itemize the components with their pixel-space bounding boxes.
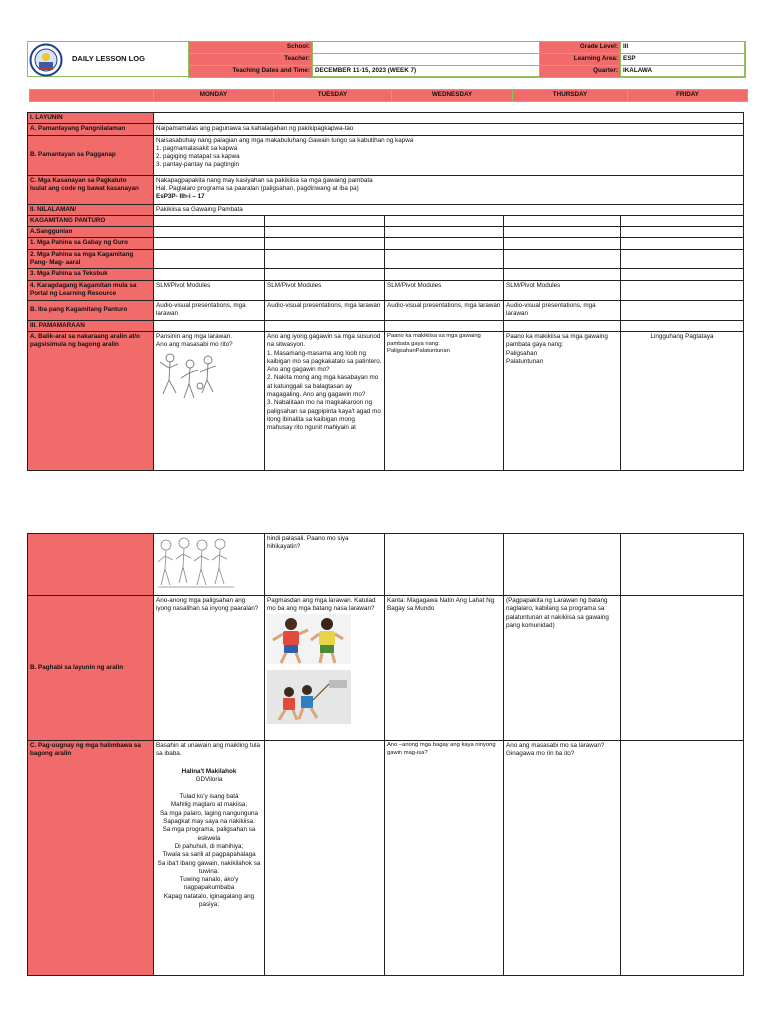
balik-aral-tuesday: Ano ang iyong gagawin sa mga susunod na sitwasyon. 1. Masamang-masama ang loob ng kaibigan mo sa pagkakatalo sa patintero. Ano ang gagawin mo? 2. Nakita mong ang mga kasabayan mo at katunggali sa balagtasan ay magagaling. Ano ang gagawin mo? 3. Nabalitaan mo na magkakaroon ng paligsahan sa pagpipinta kaya't agad mo itong ibinalita sa kaibigan mong mahusay rito ngunit mahiyain at <box>265 331 385 470</box>
grade-level-value: III <box>621 42 746 54</box>
pag-uugnay-thursday: Ano ang masasabi mo sa larawan? Ginagawa mo rin ba ito? <box>504 741 621 976</box>
continued-label-cell <box>28 534 154 596</box>
grade-level-label: Grade Level: <box>540 42 621 54</box>
karagdagang-monday: SLM/Pivot Modules <box>154 280 265 300</box>
cell-empty <box>265 215 385 226</box>
day-friday: FRIDAY <box>628 90 748 102</box>
pamantayan-pagganap-text: Naisasabuhay nang palagian ang mga makabuluhang Gawain tungo sa kabutihan ng kapwa 1. pagmamalasakit sa kapwa 2. pagiging matapat sa kapwa 3. pantay-pantay na pagtingin <box>154 135 744 175</box>
quarter-value: IKALAWA <box>621 66 746 78</box>
cell-empty <box>621 320 744 331</box>
karagdagang-kagamitan-label: 4. Karagdagang Kagamitan mula sa Portal ng Learning Resource <box>28 280 154 300</box>
pag-uugnay-wednesday: Ano –anong mga bagay ang kaya ninyong gawin mag-isa? <box>385 741 504 976</box>
paghahabi-wednesday: Kanta: Magagawa Natin Ang Lahat Ng Bagay sa Mundo <box>385 596 504 741</box>
cell-empty <box>621 238 744 249</box>
cell-empty <box>504 320 621 331</box>
cell-empty <box>621 249 744 269</box>
cell-empty <box>504 534 621 596</box>
cell-empty <box>621 269 744 280</box>
gabay-guro-label: 1. Mga Pahina sa Gabay ng Guro <box>28 238 154 249</box>
children-playing-sketch <box>156 350 220 410</box>
learning-area-label: Learning Area: <box>540 54 621 66</box>
day-header-row <box>29 89 748 102</box>
paghahabi-monday: Ano-anong mga paligsahan ang iyong nasalihan sa inyong paaralan? <box>154 596 265 741</box>
day-tuesday: TUESDAY <box>274 90 392 102</box>
iba-pang-friday <box>621 300 744 320</box>
iba-pang-tuesday: Audio-visual presentations, mga larawan <box>265 300 385 320</box>
balik-aral-monday <box>154 331 265 470</box>
children-group-sketch <box>156 535 236 593</box>
teksbuk-label: 3. Mga Pahina sa Teksbuk <box>28 269 154 280</box>
cell-empty <box>621 741 744 976</box>
iba-pang-monday: Audio-visual presentations, mga larawan <box>154 300 265 320</box>
poem-author: GDViloria <box>195 775 223 783</box>
cell-empty <box>154 238 265 249</box>
kagamitang-pang-mag-aaral-label: 2. Mga Pahina sa mga Kagamitang Pang- Mag- aaral <box>28 249 154 269</box>
cell-empty <box>154 269 265 280</box>
cell-empty <box>265 238 385 249</box>
cell-empty <box>504 269 621 280</box>
day-monday: MONDAY <box>154 90 274 102</box>
cell-empty <box>385 215 504 226</box>
balik-aral-monday-text: Pansinin ang mga larawan. Ano ang masasabi mo rito? <box>156 332 233 349</box>
teaching-dates-value: DECEMBER 11-15, 2023 (WEEK 7) <box>313 66 540 78</box>
kasanayan-code: EsP3P- IIh-i – 17 <box>156 193 205 201</box>
nilalaman-text: Pakikiisa sa Gawaing Pambata <box>154 204 744 215</box>
teacher-field[interactable] <box>313 54 540 66</box>
kasanayan-cell <box>154 175 744 204</box>
cell-empty <box>154 249 265 269</box>
karagdagang-thursday: SLM/Pivot Modules <box>504 280 621 300</box>
balik-aral-friday: Lingguhang Pagtataya <box>621 331 744 470</box>
pamantayang-pangnilalaman-label: A. Pamantayang Pangnilalaman <box>28 124 154 135</box>
kasanayan-text: Nakapagpapakita nang may kasiyahan sa pakikiisa sa mga gawaing pambata Hal. Paglalaro programa sa paaralan (paligsahan, pagdiriwang at iba pa) <box>156 176 373 192</box>
cell-empty <box>265 741 385 976</box>
cell-empty <box>621 227 744 238</box>
pag-uugnay-monday <box>154 741 265 976</box>
balik-aral-thursday: Paano ka makikiisa sa mga gawaing pambata gaya nang: Paligsahan Palatuntunan <box>504 331 621 470</box>
paghahabi-thursday: (Pagpapakita ng Larawan ng batang naglalaro, kabilang sa programa sa palatuntunan at nakikiisa sa gawaing pang komunidad) <box>504 596 621 741</box>
iba-pang-kagamitan-label: B. Iba pang Kagamitang Panturo <box>28 300 154 320</box>
cell-empty <box>621 596 744 741</box>
cell-empty <box>385 534 504 596</box>
cell-empty <box>154 320 265 331</box>
poem-body: Tulad ko'y isang batà Mahilig maglaro at makiisa; Sa mga palaro, laging nangunguna Sapagkat may saya na nakikiisa. Sa mga programa, paligsahan sa eskwela Di pahuhuli, di mahihiya; Tiwala sa sarili at pagpapahalaga Sa iba't ibang gawain, nakikilahok sa tuwina. Tuwing nanalo, ako'y nagpapakumbaba Kapag natatalo, iginagalang ang pasiya; <box>157 793 261 909</box>
school-label: School: <box>189 42 313 54</box>
lesson-table-page-2 <box>27 533 744 976</box>
deped-seal-logo <box>29 43 63 77</box>
iba-pang-wednesday: Audio-visual presentations, mga larawan <box>385 300 504 320</box>
cell-empty <box>504 238 621 249</box>
cell-empty <box>621 534 744 596</box>
kasanayan-label: C. Mga Kasanayan sa Pagkatuto Isulat ang code ng bawat kasanayan <box>28 175 154 204</box>
pamamaraan-label: III. PAMAMARAAN <box>28 320 154 331</box>
paghahabi-label: B. Paghabi sa layunin ng aralin <box>28 596 154 741</box>
header-info-table <box>188 41 746 78</box>
continued-tuesday: hindi palasali. Paano mo siya hihikayatin? <box>265 534 385 596</box>
teacher-label: Teacher: <box>189 54 313 66</box>
cell-empty <box>385 269 504 280</box>
pamantayang-pangnilalaman-text: Naipamamalas ang pagunawa sa kahalagahan ng pakikipagkapwa-tao <box>154 124 744 135</box>
cell-empty <box>265 269 385 280</box>
karagdagang-tuesday: SLM/Pivot Modules <box>265 280 385 300</box>
cell-empty <box>154 215 265 226</box>
pamantayan-pagganap-label: B. Pamantayan sa Pagganap <box>28 135 154 175</box>
layunin-heading: I. LAYUNIN <box>28 113 154 124</box>
cell-empty <box>621 215 744 226</box>
layunin-empty <box>154 113 744 124</box>
cell-empty <box>385 238 504 249</box>
paghahabi-tuesday <box>265 596 385 741</box>
continued-monday <box>154 534 265 596</box>
kagamitang-panturo-label: KAGAMITANG PANTURO <box>28 215 154 226</box>
cell-empty <box>504 215 621 226</box>
karagdagang-friday <box>621 280 744 300</box>
iba-pang-thursday: Audio-visual presentations, mga larawan <box>504 300 621 320</box>
pag-uugnay-intro: Basahin at unawain ang maikling tula sa ibaba. <box>156 742 260 758</box>
cell-empty <box>504 249 621 269</box>
nilalaman-label: II. NILALAMAN/ <box>28 204 154 215</box>
cell-empty <box>385 227 504 238</box>
school-field[interactable] <box>313 42 540 54</box>
quarter-label: Quarter: <box>540 66 621 78</box>
learning-area-value: ESP <box>621 54 746 66</box>
day-wednesday: WEDNESDAY <box>392 90 513 102</box>
karagdagang-wednesday: SLM/Pivot Modules <box>385 280 504 300</box>
cell-empty <box>265 227 385 238</box>
kids-playing-illustration <box>267 614 351 724</box>
day-header-blank <box>30 90 154 102</box>
lesson-log-title: DAILY LESSON LOG <box>72 54 145 63</box>
pag-uugnay-label: C. Pag-uugnay ng mga halimbawa sa bagong aralin <box>28 741 154 976</box>
cell-empty <box>385 320 504 331</box>
cell-empty <box>154 227 265 238</box>
cell-empty <box>265 320 385 331</box>
balik-aral-wednesday: Paano ka makikiisa sa mga gawaing pambata gaya nang: PaligsahanPalatuntunan <box>385 331 504 470</box>
day-thursday: THURSDAY <box>513 90 628 102</box>
lesson-table-page-1 <box>27 112 744 471</box>
cell-empty <box>385 249 504 269</box>
balik-aral-label: A. Balik-aral sa nakaraang aralin at/o pagsisimula ng bagong aralin <box>28 331 154 470</box>
poem-title: Halina't Makilahok <box>181 767 237 775</box>
cell-empty <box>504 227 621 238</box>
teaching-dates-label: Teaching Dates and Time: <box>189 66 313 78</box>
paghahabi-tuesday-text: Pagmasdan ang mga larawan. Katulad mo ba ang mga batang nasa larawan? <box>267 597 376 613</box>
sanggunian-label: A.Sanggunian <box>28 227 154 238</box>
cell-empty <box>265 249 385 269</box>
